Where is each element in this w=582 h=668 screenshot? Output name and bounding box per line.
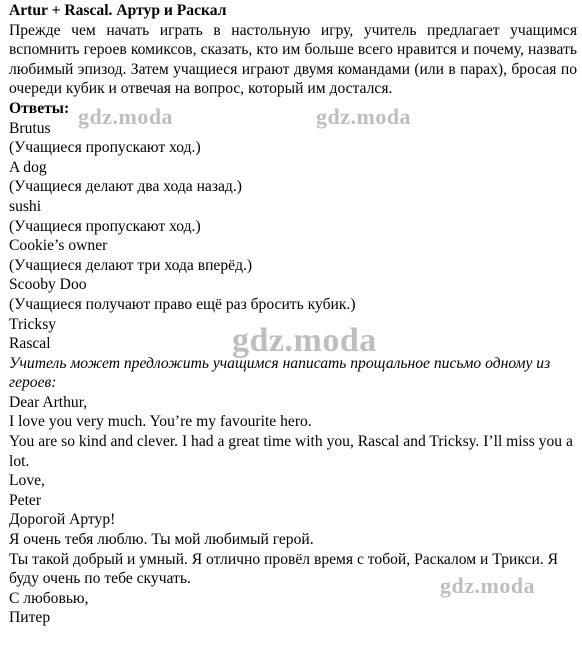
answers-list [9, 119, 577, 354]
answer-item: Cookie’s owner [9, 237, 108, 255]
answer-item: Rascal [9, 335, 51, 353]
answer-item: Brutus [9, 119, 51, 137]
letter-line: Дорогой Артур! [9, 511, 116, 529]
letter-line: Dear Arthur, [9, 393, 88, 411]
letter-line: Питер [9, 609, 51, 627]
letter-line: С любовью, [9, 589, 89, 607]
answer-item: sushi [9, 197, 42, 215]
document-page [9, 1, 577, 628]
letter-russian [9, 510, 577, 628]
answer-item: (Учащиеся пропускают ход.) [9, 217, 201, 235]
letter-line: Я очень тебя люблю. Ты мой любимый герой. [9, 531, 314, 549]
answer-item: Scooby Doo [9, 276, 87, 294]
letter-line: Ты такой добрый и умный. Я отлично провёл время с тобой, Раскалом и Трикси. Я буду очень по тебе скучать. [9, 550, 559, 588]
letter-line: You are so kind and clever. I had a great time with you, Rascal and Tricksy. I’ll miss you a lot. [9, 433, 573, 470]
watermark: gdz.moda [78, 104, 174, 129]
intro-paragraph: Прежде чем начать играть в настольную игру, учитель предлагает учащимся вспомнить героев комиксов, сказать, кто им больше всего нравится и почему, назвать любимый эпизод. Затем учащиеся играют двумя командами (или в парах), бросая по очереди кубик и отвечая на вопрос, который им достался. [9, 21, 577, 98]
answer-item: A dog [9, 158, 47, 176]
teacher-note: Учитель может предложить учащимся написать прощальное письмо одному из героев: [9, 354, 551, 392]
watermark: gdz.moda [440, 573, 536, 598]
watermark: gdz.moda [232, 322, 377, 359]
answer-item: (Учащиеся получают право ещё раз бросить кубик.) [9, 295, 356, 313]
document-title: Artur + Rascal. Артур и Раскал [9, 2, 227, 19]
answer-item: (Учащиеся делают три хода вперёд.) [9, 256, 253, 274]
answers-label: Ответы: [9, 99, 70, 117]
letter-line: I love you very much. You’re my favourite hero. [9, 413, 312, 431]
answer-item: (Учащиеся делают два хода назад.) [9, 178, 242, 196]
answer-item: (Учащиеся пропускают ход.) [9, 139, 201, 157]
letter-line: Love, [9, 472, 45, 490]
letter-line: Peter [9, 491, 42, 509]
letter-english [9, 393, 577, 511]
watermark: gdz.moda [316, 104, 412, 129]
answer-item: Tricksy [9, 315, 57, 333]
